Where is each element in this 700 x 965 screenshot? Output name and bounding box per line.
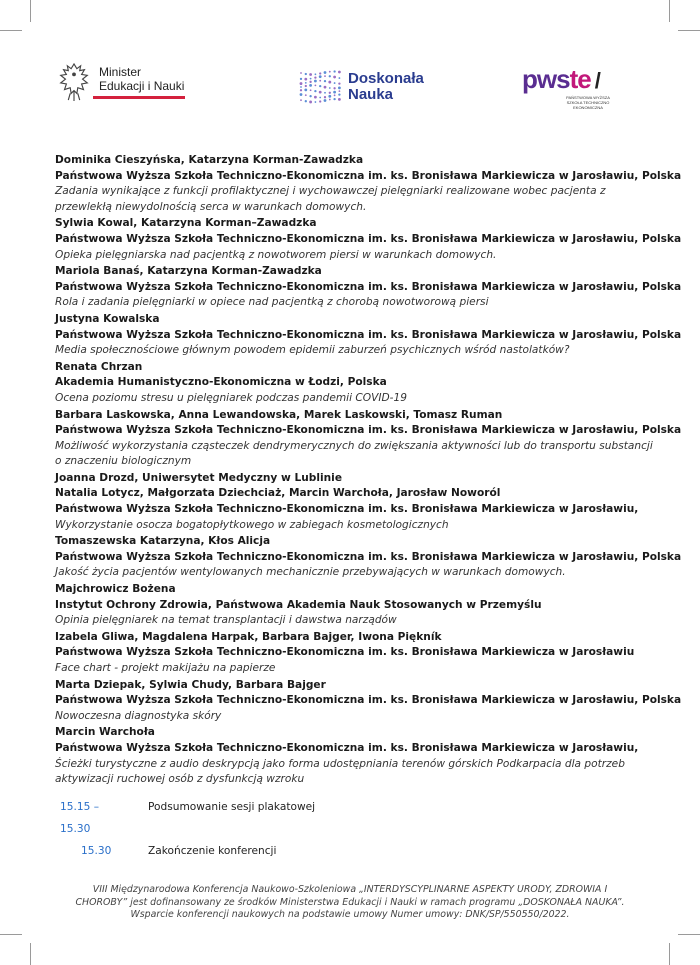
logo-dot xyxy=(300,82,303,85)
logo-dot xyxy=(333,91,336,94)
entry-institution: Akademia Humanistyczno-Ekonomiczna w Łodzi, Polska xyxy=(55,376,387,389)
crop-mark xyxy=(678,30,700,31)
entry-authors: Marcin Warchoła xyxy=(55,726,155,739)
logo-dot xyxy=(333,87,335,89)
entry-authors: Renata Chrzan xyxy=(55,360,143,373)
logo-dot xyxy=(324,71,327,74)
logo-dot xyxy=(319,75,322,78)
poster-entry xyxy=(55,725,655,787)
dn-line2: Nauka xyxy=(348,86,394,103)
schedule-time: 15.15 – 15.30 xyxy=(60,801,99,835)
logo-dot xyxy=(309,95,311,97)
mein-line1: Minister xyxy=(99,65,142,79)
logo-dot xyxy=(305,82,307,84)
logo-dot xyxy=(324,80,326,82)
entry-title: Nowoczesna diagnostyka skóry xyxy=(55,709,222,722)
logo-dot xyxy=(324,86,327,89)
poster-entry xyxy=(55,408,682,470)
dn-line1: Doskonała xyxy=(348,70,424,87)
logo-dot xyxy=(310,89,312,91)
logo-dot xyxy=(338,93,340,95)
logo-dot xyxy=(319,97,321,99)
entry-authors: Izabela Gliwa, Magdalena Harpak, Barbara Bajger, Iwona Piękník xyxy=(55,630,442,643)
logo-dot xyxy=(300,99,302,101)
entry-authors: Majchrowicz Bożena xyxy=(55,583,176,596)
logo-dot xyxy=(305,94,307,96)
logo-dot xyxy=(305,100,307,102)
logo-dot xyxy=(309,81,311,83)
pwste-mark-b: te xyxy=(569,64,591,94)
logo-dot xyxy=(319,85,321,87)
entry-authors: Sylwia Kowal, Katarzyna Korman–Zawadzka xyxy=(55,217,317,230)
logo-dot xyxy=(300,89,302,91)
logo-dot xyxy=(324,99,327,102)
logo-dot xyxy=(328,95,331,98)
crop-mark xyxy=(0,30,22,31)
logo-dot xyxy=(333,98,335,100)
logo-dot xyxy=(329,87,331,89)
dot-wave-icon xyxy=(298,67,342,107)
pwste-logo xyxy=(522,65,618,110)
poster-entry xyxy=(55,360,655,407)
logo-dot xyxy=(305,85,307,87)
entry-title: Opieka pielęgniarska nad pacjentką z nowotworem piersi w warunkach domowych. xyxy=(55,248,497,261)
logo-dot xyxy=(314,96,317,99)
logo-dot xyxy=(319,72,321,74)
poster-entry xyxy=(55,153,682,215)
entry-title: Jakość życia pacjentów wentylowanych mechanicznie przebywających w warunkach domowych. xyxy=(55,566,566,579)
logo-dot xyxy=(334,82,336,84)
entry-institution: Państwowa Wyższa Szkoła Techniczno-Ekonomiczna im. ks. Bronisława Markiewicza w Jarosławiu, Polska xyxy=(55,550,682,563)
entry-title: Zadania wynikające z funkcji profilaktycznej i wychowawczej pielęgniarki realizowane wobec pacjenta z przewlekłą niewydolnością serca w warunkach domowych. xyxy=(55,185,606,213)
logo-dot xyxy=(329,92,331,94)
poster-entry xyxy=(55,534,682,581)
entry-title: Ocena poziomu stresu u pielęgniarek podczas pandemii COVID-19 xyxy=(55,391,407,404)
poster-entry xyxy=(55,312,682,359)
logo-dot xyxy=(319,100,321,102)
logo-dot xyxy=(314,77,316,79)
entry-title: Ścieżki turystyczne z audio deskrypcją jako forma udostępniania terenów górskich Podkarpacia dla potrzeb aktywizacji ruchowej osób z dysfunkcją wzroku xyxy=(55,757,625,786)
mein-line2: Edukacji i Nauki xyxy=(99,79,185,93)
entry-institution: Państwowa Wyższa Szkoła Techniczno-Ekonomiczna im. ks. Bronisława Markiewicza w Jarosławiu, Polska xyxy=(55,424,682,437)
entry-title: Wykorzystanie osocza bogatopłytkowego w zabiegach kosmetologicznych xyxy=(55,518,449,531)
pwste-subtitle: PAŃSTWOWA WYŻSZA SZKOŁA TECHNICZNO EKONOMICZNA xyxy=(566,95,610,110)
logo-dot xyxy=(329,99,331,101)
entry-institution: Państwowa Wyższa Szkoła Techniczno-Ekonomiczna im. ks. Bronisława Markiewicza w Jarosławiu xyxy=(55,646,635,659)
logo-dot xyxy=(338,98,341,101)
mein-logo xyxy=(55,61,185,103)
pwste-slash: / xyxy=(594,68,600,93)
logo-dot xyxy=(309,73,312,76)
logo-dot xyxy=(339,90,341,92)
logo-dot xyxy=(300,86,302,88)
logo-dot xyxy=(324,75,326,77)
logo-dot xyxy=(309,84,312,87)
entry-authors: Tomaszewska Katarzyna, Kłos Alicja xyxy=(55,535,271,548)
logo-dot xyxy=(315,85,317,87)
entry-authors: Mariola Banaś, Katarzyna Korman-Zawadzka xyxy=(55,265,322,278)
entry-institution: Państwowa Wyższa Szkoła Techniczno-Ekonomiczna im. ks. Bronisława Markiewicza w Jarosławiu, Polska xyxy=(55,232,682,245)
logo-dot xyxy=(314,90,316,92)
poster-entry xyxy=(55,582,655,629)
poster-entry xyxy=(55,216,682,263)
logo-dot xyxy=(338,83,340,85)
crop-mark xyxy=(0,934,22,935)
header-logos xyxy=(0,55,700,125)
entry-authors: Barbara Laskowska, Anna Lewandowska, Marek Laskowski, Tomasz Ruman xyxy=(55,408,503,421)
entry-title: Face chart - projekt makijażu na papierze xyxy=(55,662,276,674)
logo-dot xyxy=(338,71,341,74)
logo-dot xyxy=(334,94,336,96)
pwste-mark-a: pws xyxy=(522,64,570,94)
eagle-emblem-icon xyxy=(55,61,93,103)
logo-dot xyxy=(328,81,331,84)
entry-institution: Państwowa Wyższa Szkoła Techniczno-Ekonomiczna im. ks. Bronisława Markiewicza w Jarosławiu, Polska xyxy=(55,280,682,293)
entry-title: Możliwość wykorzystania cząsteczek dendrymerycznych do zwiększania aktywności lub do transportu substancji o znaczeniu biologicznym xyxy=(55,439,653,468)
logo-dot xyxy=(304,78,307,81)
entry-authors: Dominika Cieszyńska, Katarzyna Korman-Zawadzka xyxy=(55,154,364,166)
entry-institution: Państwowa Wyższa Szkoła Techniczno-Ekonomiczna im. ks. Bronisława Markiewicza w Jarosławiu, xyxy=(55,503,639,516)
logo-dot xyxy=(300,93,303,96)
schedule-row xyxy=(55,796,655,840)
logo-dot xyxy=(329,75,331,77)
entry-title: Media społecznościowe głównym powodem epidemii zaburzeń psychicznych wśród nastolatków? xyxy=(55,344,570,357)
logo-dot xyxy=(300,72,302,74)
logo-dot xyxy=(315,73,317,75)
crop-mark xyxy=(669,943,670,965)
poster-entry xyxy=(55,264,682,311)
crop-mark xyxy=(669,0,670,22)
entry-title: Opinia pielęgniarek na temat transplantacji i dawstwa narządów xyxy=(55,614,397,627)
entry-authors: Natalia Lotycz, Małgorzata Dziechciaż, Marcin Warchoła, Jarosław Noworól xyxy=(55,487,501,500)
entry-institution: Państwowa Wyższa Szkoła Techniczno-Ekonomiczna im. ks. Bronisława Markiewicza w Jarosławiu, Polska xyxy=(55,328,682,341)
logo-dot xyxy=(319,91,322,94)
logo-dot xyxy=(329,71,331,73)
logo-dot xyxy=(324,96,326,98)
schedule-label: Zakończenie konferencji xyxy=(148,845,277,857)
logo-dot xyxy=(333,76,336,79)
logo-dot xyxy=(315,101,317,103)
entry-institution: Państwowa Wyższa Szkoła Techniczno-Ekonomiczna im. ks. Bronisława Markiewicza w Jarosławiu, Polska xyxy=(55,169,682,182)
poster-entry xyxy=(55,678,682,725)
logo-dot xyxy=(309,101,312,104)
crop-mark xyxy=(30,943,31,965)
entry-authors: Marta Dziepak, Sylwia Chudy, Barbara Bajger xyxy=(55,678,326,691)
logo-dot xyxy=(333,70,335,72)
poster-list xyxy=(55,153,682,789)
schedule xyxy=(55,796,655,862)
mein-red-bar xyxy=(93,96,185,99)
logo-dot xyxy=(310,78,312,80)
logo-dot xyxy=(304,89,307,92)
crop-mark xyxy=(30,0,31,22)
logo-dot xyxy=(339,77,341,79)
entry-authors: Justyna Kowalska xyxy=(55,312,160,325)
logo-dot xyxy=(305,73,307,75)
schedule-time: 15.30 xyxy=(81,845,112,857)
schedule-row xyxy=(55,840,655,862)
logo-dot xyxy=(319,80,321,82)
logo-dot xyxy=(300,78,302,80)
poster-entry xyxy=(55,471,655,533)
entry-institution: Instytut Ochrony Zdrowia, Państwowa Akademia Nauk Stosowanych w Przemyślu xyxy=(55,598,542,611)
entry-institution: Państwowa Wyższa Szkoła Techniczno-Ekonomiczna im. ks. Bronisława Markiewicza w Jarosławiu, Polska xyxy=(55,694,682,707)
entry-title: Rola i zadania pielęgniarki w opiece nad pacjentką z chorobą nowotworową piersi xyxy=(55,296,489,309)
schedule-label: Podsumowanie sesji plakatowej xyxy=(148,801,316,813)
crop-mark xyxy=(678,934,700,935)
doskonala-nauka-logo xyxy=(298,67,424,107)
entry-authors: Joanna Drozd, Uniwersytet Medyczny w Lublinie xyxy=(55,471,342,484)
logo-dot xyxy=(338,87,341,90)
poster-entry xyxy=(55,630,655,677)
entry-institution: Państwowa Wyższa Szkoła Techniczno-Ekonomiczna im. ks. Bronisława Markiewicza w Jarosławiu, xyxy=(55,741,639,754)
logo-dot xyxy=(314,80,317,83)
funding-footer: VIII Międzynarodowa Konferencja Naukowo-Szkoleniowa „INTERDYSCYPLINARNE ASPEKTY URODY, ZDROWIA I CHOROBY” jest dofinansowany ze środków Ministerstwa Edukacji i Nauki w ramach programu „DOSKONAŁA NAUKA”. Wsparcie konferencji naukowych na podstawie umowy Numer umowy: DNK/SP/550550/2022. xyxy=(75,884,625,920)
logo-dot xyxy=(324,92,326,94)
